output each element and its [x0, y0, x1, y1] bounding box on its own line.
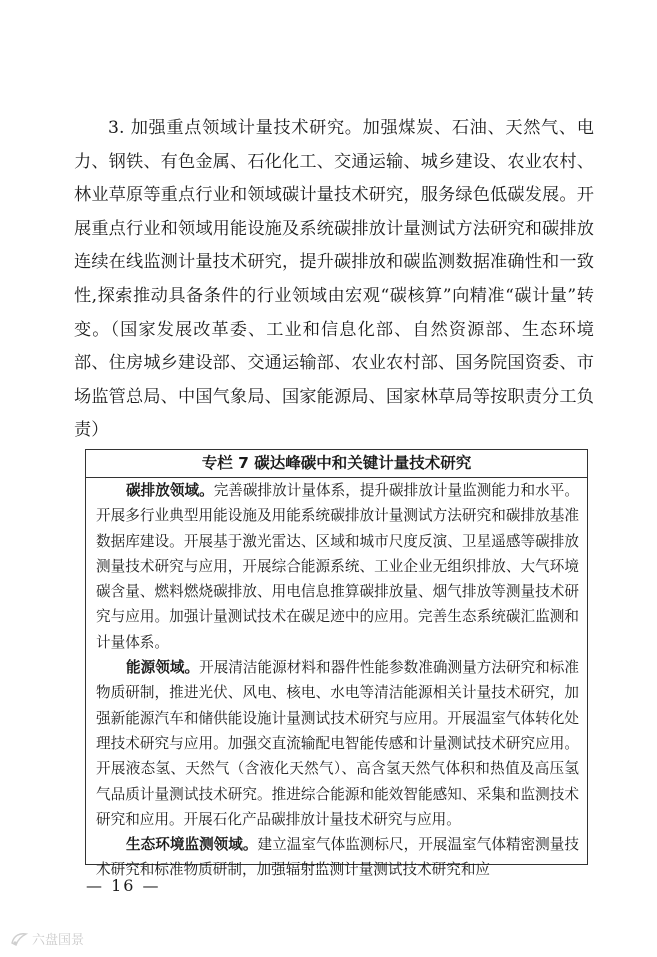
- item-lead: 能源领域。: [126, 659, 200, 677]
- watermark-text: 六盘国景: [32, 933, 85, 948]
- item-lead: 生态环境监测领域。: [126, 836, 258, 854]
- box-body: [86, 478, 587, 883]
- item-text: 开展清洁能源材料和器件性能参数准确测量方法研究和标准物质研制，推进光伏、风电、核电、水电等清洁能源相关计量技术研究，加强新能源汽车和储供能设施计量测试技术研究与应用。开展温室气体转化处理技术研究与应用。加强交直流输配电智能传感和计量测试技术研究应用。开展液态氢、天然气（含液化天然气）、高含氢天然气体积和热值及高压氢气品质计量测试技术研究。推进综合能源和能效智能感知、采集和监测技术研究和应用。开展石化产品碳排放计量技术研究与应用。: [96, 659, 579, 828]
- column-box: [85, 449, 588, 879]
- box-item-eco-monitoring: [96, 832, 579, 883]
- box-title: 专栏 7 碳达峰碳中和关键计量技术研究: [86, 450, 587, 478]
- box-item-carbon-emission: [96, 478, 579, 655]
- paragraph-key-field-research: 3. 加强重点领域计量技术研究。加强煤炭、石油、天然气、电力、钢铁、有色金属、石化化工、交通运输、城乡建设、农业农村、林业草原等重点行业和领域碳计量技术研究，服务绿色低碳发展。开展重点行业和领域用能设施及系统碳排放计量测试方法研究和碳排放连续在线监测计量技术研究，提升碳排放和碳监测数据准确性和一致性,探索推动具备条件的行业领域由宏观“碳核算”向精准“碳计量”转变。（国家发展改革委、工业和信息化部、自然资源部、生态环境部、住房城乡建设部、交通运输部、农业农村部、国务院国资委、市场监管总局、中国气象局、国家能源局、国家林草局等按职责分工负责）: [74, 118, 594, 441]
- item-text: 完善碳排放计量体系，提升碳排放计量监测能力和水平。开展多行业典型用能设施及用能系统碳排放计量测试方法研究和碳排放基准数据库建设。开展基于激光雷达、区域和城市尺度反演、卫星遥感等碳排放测量技术研究与应用，开展综合能源系统、工业企业无组织排放、大气环境碳含量、燃料燃烧碳排放、用电信息推算碳排放量、烟气排放等测量技术研究与应用。加强计量测试技术在碳足迹中的应用。完善生态系统碳汇监测和计量体系。: [96, 482, 579, 651]
- box-item-energy: [96, 655, 579, 832]
- body-section: [74, 112, 594, 448]
- watermark: [10, 929, 84, 948]
- item-lead: 碳排放领域。: [126, 482, 214, 499]
- watermark-logo-icon: [10, 931, 28, 947]
- item-text: 建立温室气体监测标尺，开展温室气体精密测量技术研究和标准物质研制，加强辐射监测计量测试技术研究和应: [96, 836, 579, 879]
- page-number: — 16 —: [86, 876, 161, 895]
